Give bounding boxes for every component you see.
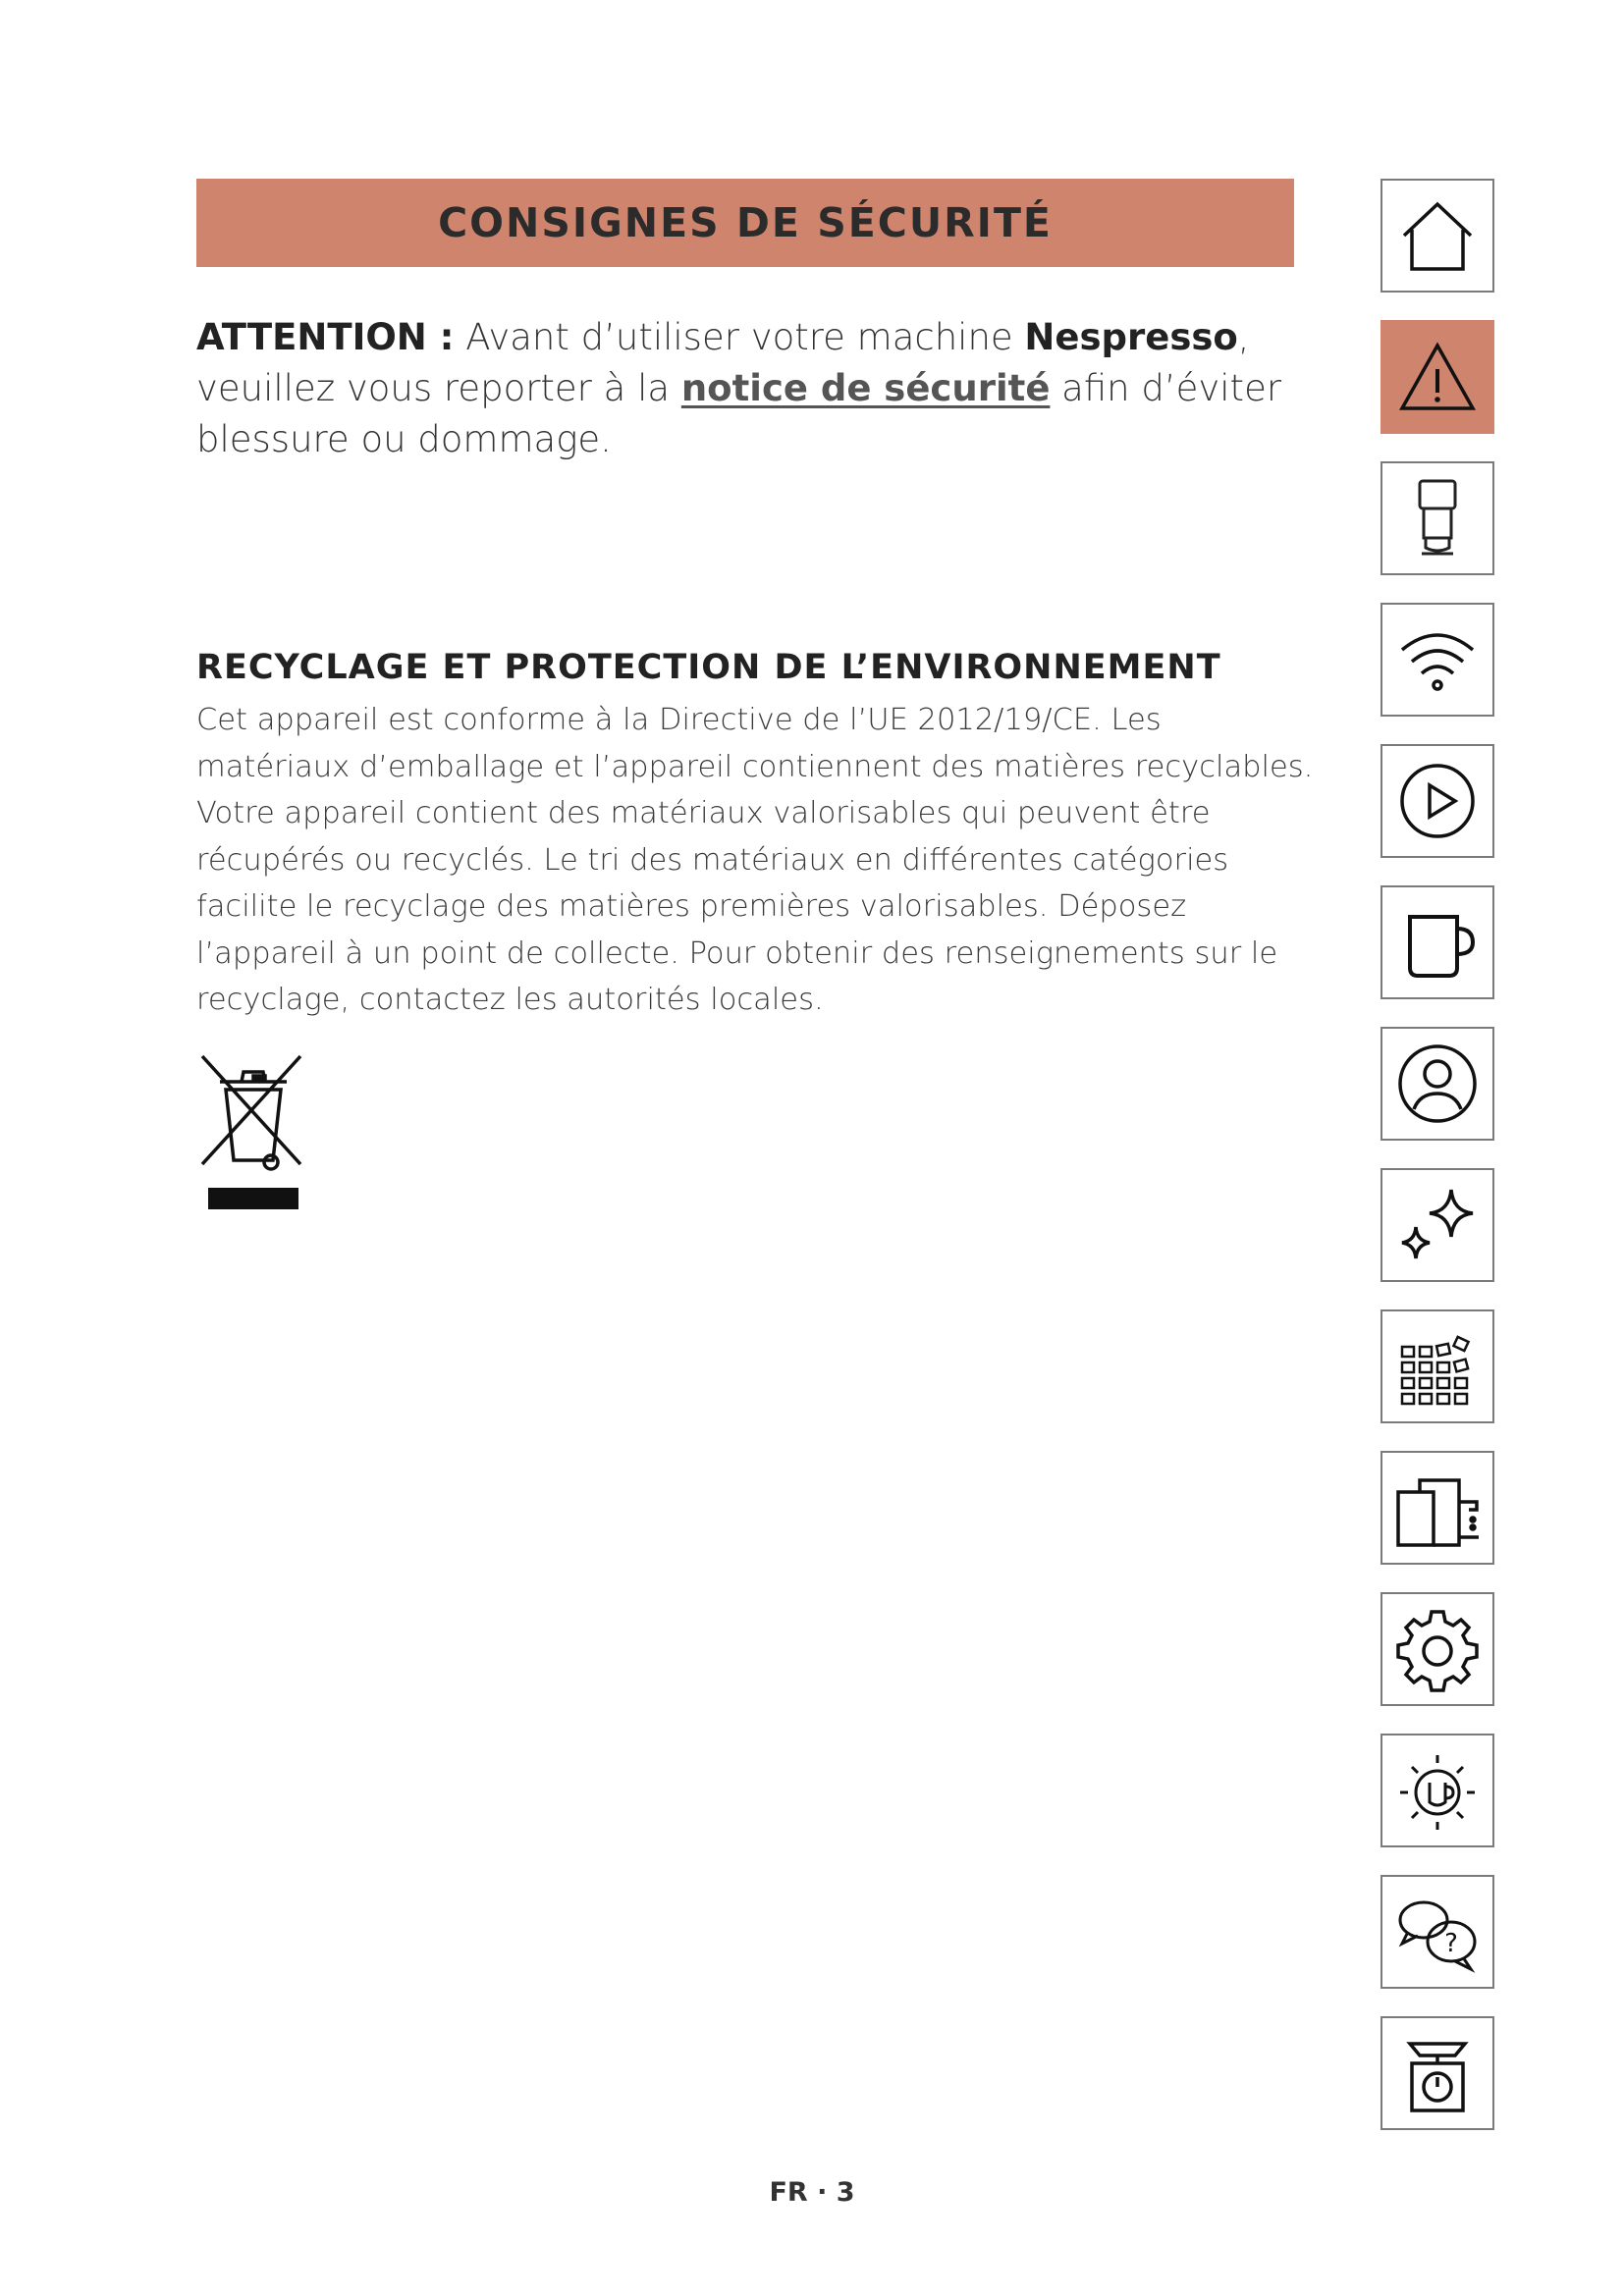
attention-notice (196, 312, 1306, 465)
svg-text:?: ? (1444, 1929, 1458, 1958)
machine-icon (1390, 471, 1485, 565)
descaling-icon (1390, 1743, 1485, 1838)
brand-name: Nespresso (1024, 316, 1238, 358)
play-icon (1390, 754, 1485, 848)
attention-label: ATTENTION : (196, 316, 455, 358)
sidebar-tab-cup[interactable] (1380, 885, 1494, 999)
capsules-icon (1390, 1319, 1485, 1414)
safety-notice-link[interactable]: notice de sécurité (680, 367, 1051, 409)
attention-text-1: Avant d’utiliser votre machine (454, 316, 1025, 358)
cup-icon (1390, 895, 1485, 989)
sidebar-tab-wifi[interactable] (1380, 603, 1494, 717)
sidebar-tab-cleaning[interactable] (1380, 1168, 1494, 1282)
scale-icon (1390, 2026, 1485, 2120)
sidebar-tab-capsules[interactable] (1380, 1309, 1494, 1423)
sidebar-tab-user[interactable] (1380, 1027, 1494, 1141)
settings-icon (1390, 1602, 1485, 1696)
attention-text-3: afin d’éviter blessure ou dommage. (196, 367, 1282, 460)
sidebar-tab-warning[interactable] (1380, 320, 1494, 434)
water-tank-icon (1390, 1461, 1485, 1555)
home-icon (1390, 188, 1485, 283)
help-chat-icon (1390, 1885, 1485, 1979)
sidebar-tab-help[interactable] (1380, 1875, 1494, 1989)
sidebar-tab-machine[interactable] (1380, 461, 1494, 575)
user-icon (1390, 1037, 1485, 1131)
sidebar-tab-settings[interactable] (1380, 1592, 1494, 1706)
page-number: FR · 3 (769, 2177, 855, 2208)
sidebar-tab-water[interactable] (1380, 1451, 1494, 1565)
sidebar-tab-descaling[interactable] (1380, 1734, 1494, 1847)
weee-crossed-bin-icon (196, 1052, 310, 1209)
warning-icon (1390, 330, 1485, 424)
sidebar-tab-home[interactable] (1380, 179, 1494, 293)
sidebar-tab-play[interactable] (1380, 744, 1494, 858)
recycling-heading: RECYCLAGE ET PROTECTION DE L’ENVIRONNEMENT (196, 648, 1221, 687)
section-banner (196, 179, 1294, 267)
page-title: CONSIGNES DE SÉCURITÉ (438, 199, 1053, 246)
recycling-body: Cet appareil est conforme à la Directive de l’UE 2012/19/CE. Les matériaux d’emballage et l’appareil contiennent des matières recyclables. Votre appareil contient des matériaux valorisables qui peuvent être récupérés ou recyclés. Le tri des matériaux en différentes catégories facilite le recyclage des matières premières valorisables. Déposez l’appareil à un point de collecte. Pour obtenir des renseignements sur le recyclage, contactez les autorités locales. (196, 703, 1314, 1017)
sidebar-tab-scale[interactable] (1380, 2016, 1494, 2130)
attention-text-2: , veuillez vous reporter à la (196, 316, 1250, 409)
sparkle-icon (1390, 1178, 1485, 1272)
wifi-icon (1390, 613, 1485, 707)
